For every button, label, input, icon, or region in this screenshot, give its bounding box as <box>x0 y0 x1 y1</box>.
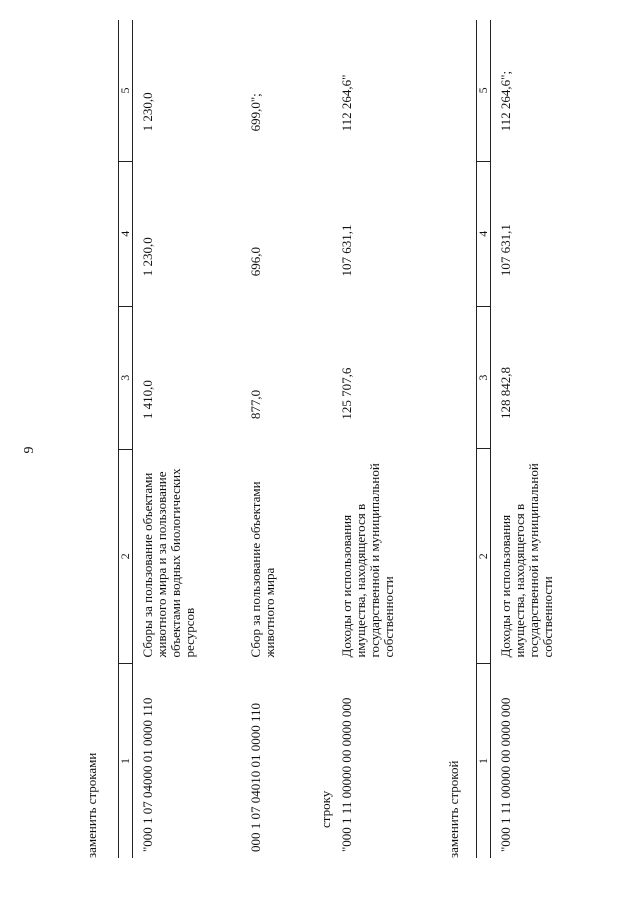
table-original-row <box>340 20 420 858</box>
row-value-col5: 699,0"; <box>247 93 263 132</box>
table-replacement-row <box>476 20 581 858</box>
row-value-col3: 125 707,6 <box>339 367 354 420</box>
table-header-row <box>119 20 133 858</box>
header-col-1: 1 <box>119 663 133 858</box>
row-description: Доходы от использования имущества, находящегося в государственной и муниципальной собственности <box>339 463 396 658</box>
row-description: Сборы за пользование объектами животного мира и за пользование объектами водных биологических ресурсов <box>140 468 197 658</box>
row-value-col4: 1 230,0 <box>140 237 155 277</box>
table-replacement-rows <box>118 20 301 858</box>
intro-row: строку <box>318 790 333 828</box>
page-number: 9 <box>22 446 37 454</box>
header-col-3: 3 <box>477 306 491 449</box>
table-row <box>491 20 581 858</box>
row-value-col3: 877,0 <box>247 389 263 420</box>
row-value-col4: 696,0 <box>247 246 263 277</box>
table-row <box>340 20 420 858</box>
table-header-row <box>477 20 491 858</box>
rotated-content <box>0 20 620 880</box>
row-value-col5: 112 264,6" <box>339 74 354 132</box>
row-value-col3: 128 842,8 <box>498 366 513 419</box>
header-col-4: 4 <box>477 161 491 306</box>
header-col-3: 3 <box>119 306 133 449</box>
row-code: "000 1 11 00000 00 0000 000 <box>339 697 354 852</box>
table-row <box>241 20 301 858</box>
row-description: Сбор за пользование объектами животного мира <box>247 481 277 658</box>
intro-replace-row: заменить строкой <box>446 760 461 858</box>
row-code: "000 1 07 04000 01 0000 110 <box>140 697 155 852</box>
row-value-col4: 107 631,1 <box>498 224 513 277</box>
header-col-1: 1 <box>477 664 491 858</box>
intro-replace-rows: заменить строками <box>84 752 99 858</box>
row-description: Доходы от использования имущества, находящегося в государственной и муниципальной собственности <box>498 463 555 658</box>
header-col-5: 5 <box>477 20 491 161</box>
header-col-5: 5 <box>119 20 133 161</box>
header-col-4: 4 <box>119 161 133 306</box>
header-col-2: 2 <box>119 449 133 663</box>
header-col-2: 2 <box>477 449 491 664</box>
row-code: 000 1 07 04010 01 0000 110 <box>247 702 263 852</box>
row-value-col5: 112 264,6"; <box>498 70 513 132</box>
row-value-col3: 1 410,0 <box>140 380 155 420</box>
row-code: "000 1 11 00000 00 0000 000 <box>498 697 513 852</box>
table-row <box>133 20 241 858</box>
row-value-col5: 1 230,0 <box>140 92 155 132</box>
row-value-col4: 107 631,1 <box>339 224 354 277</box>
